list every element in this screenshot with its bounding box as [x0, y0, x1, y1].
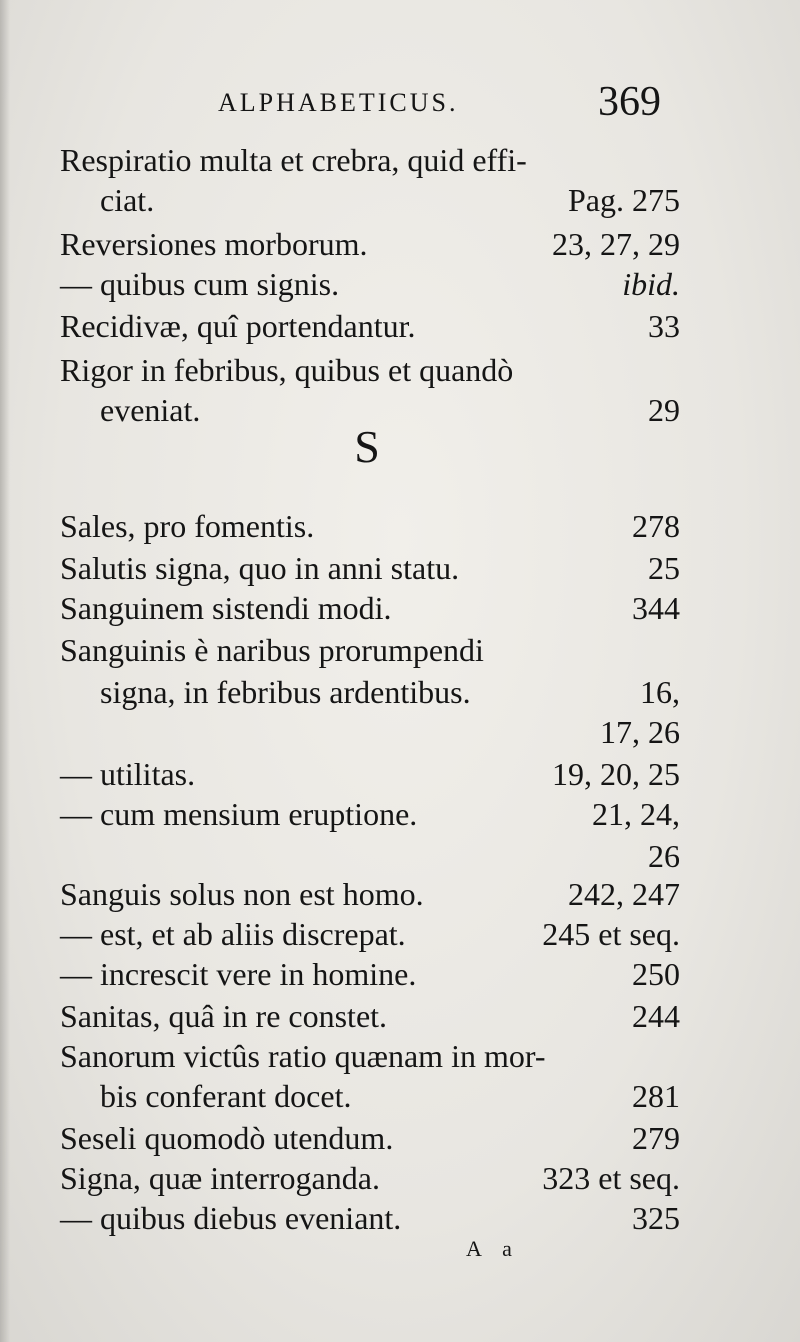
entry-text: — quibus cum signis.	[60, 266, 340, 302]
index-entry	[0, 874, 800, 914]
entry-text: — est, et ab aliis discrepat.	[60, 916, 406, 952]
entry-text: Rigor in febribus, quibus et quandò	[60, 352, 514, 388]
entry-page-ref: 21, 24,	[592, 796, 680, 832]
entry-text: Signa, quæ interroganda.	[60, 1160, 380, 1196]
index-entry	[0, 350, 800, 390]
entry-text: signa, in febribus ardentibus.	[100, 674, 471, 710]
entry-text: Sanguis solus non est homo.	[60, 876, 424, 912]
entry-page-ref: 19, 20, 25	[552, 756, 680, 792]
entry-text: bis conferant docet.	[100, 1078, 352, 1114]
index-entry	[0, 754, 800, 794]
entry-page-ref: 17, 26	[600, 714, 680, 750]
page-number: 369	[598, 79, 661, 125]
entry-text: — increscit vere in homine.	[60, 956, 417, 992]
index-entry	[0, 1198, 800, 1238]
index-entry	[0, 264, 800, 304]
entry-page-ref: 279	[632, 1120, 680, 1156]
index-entry	[0, 836, 800, 876]
entry-text: Sanitas, quâ in re constet.	[60, 998, 388, 1034]
page-header	[0, 78, 800, 138]
index-entry	[0, 506, 800, 546]
entry-text: Recidivæ, quî portendantur.	[60, 308, 416, 344]
index-entry	[0, 630, 800, 670]
entry-page-ref: 242, 247	[568, 876, 680, 912]
index-entry	[0, 1076, 800, 1116]
index-entry	[0, 794, 800, 834]
index-entry	[0, 1158, 800, 1198]
entry-page-ref: 325	[632, 1200, 680, 1236]
entry-text: Sanorum victûs ratio quænam in mor-	[60, 1038, 546, 1074]
entry-page-ref: 323 et seq.	[542, 1160, 680, 1196]
entry-page-ref: 25	[648, 550, 680, 586]
index-entry	[0, 996, 800, 1036]
index-entry	[0, 954, 800, 994]
entry-text: — cum mensium eruptione.	[60, 796, 418, 832]
index-entry	[0, 672, 800, 712]
entry-text: Respiratio multa et crebra, quid effi-	[60, 142, 527, 178]
entry-page-ref: ibid.	[622, 266, 680, 302]
index-entry	[0, 140, 800, 180]
entry-page-ref: 33	[648, 308, 680, 344]
entry-text: — utilitas.	[60, 756, 196, 792]
entry-page-ref: 281	[632, 1078, 680, 1114]
signature-mark: A a	[466, 1236, 520, 1261]
entry-page-ref: 23, 27, 29	[552, 226, 680, 262]
index-entry	[0, 180, 800, 220]
entry-page-ref: 344	[632, 590, 680, 626]
section-letter: S	[354, 421, 380, 472]
entry-text: ciat.	[100, 182, 155, 218]
entry-text: Salutis signa, quo in anni statu.	[60, 550, 460, 586]
entry-text: Seseli quomodò utendum.	[60, 1120, 394, 1156]
entry-text: Reversiones morborum.	[60, 226, 368, 262]
entry-text: Sanguinem sistendi modi.	[60, 590, 392, 626]
index-entry	[0, 914, 800, 954]
entry-page-ref: 16,	[640, 674, 680, 710]
entry-page-ref: 245 et seq.	[542, 916, 680, 952]
entry-text: Sanguinis è naribus prorumpendi	[60, 632, 484, 668]
entry-page-ref: Pag. 275	[568, 182, 680, 218]
entry-page-ref: 29	[648, 392, 680, 428]
entry-text: — quibus diebus eveniant.	[60, 1200, 402, 1236]
entry-text: eveniat.	[100, 392, 201, 428]
entry-page-ref: 26	[648, 838, 680, 874]
index-entry	[0, 548, 800, 588]
running-title: ALPHABETICUS.	[218, 88, 459, 117]
index-entry	[0, 1036, 800, 1076]
entry-text: Sales, pro fomentis.	[60, 508, 315, 544]
index-entry	[0, 588, 800, 628]
index-entry	[0, 224, 800, 264]
index-entry	[0, 306, 800, 346]
index-entry	[0, 712, 800, 752]
entry-page-ref: 250	[632, 956, 680, 992]
index-entry	[0, 1118, 800, 1158]
entry-page-ref: 244	[632, 998, 680, 1034]
entry-page-ref: 278	[632, 508, 680, 544]
